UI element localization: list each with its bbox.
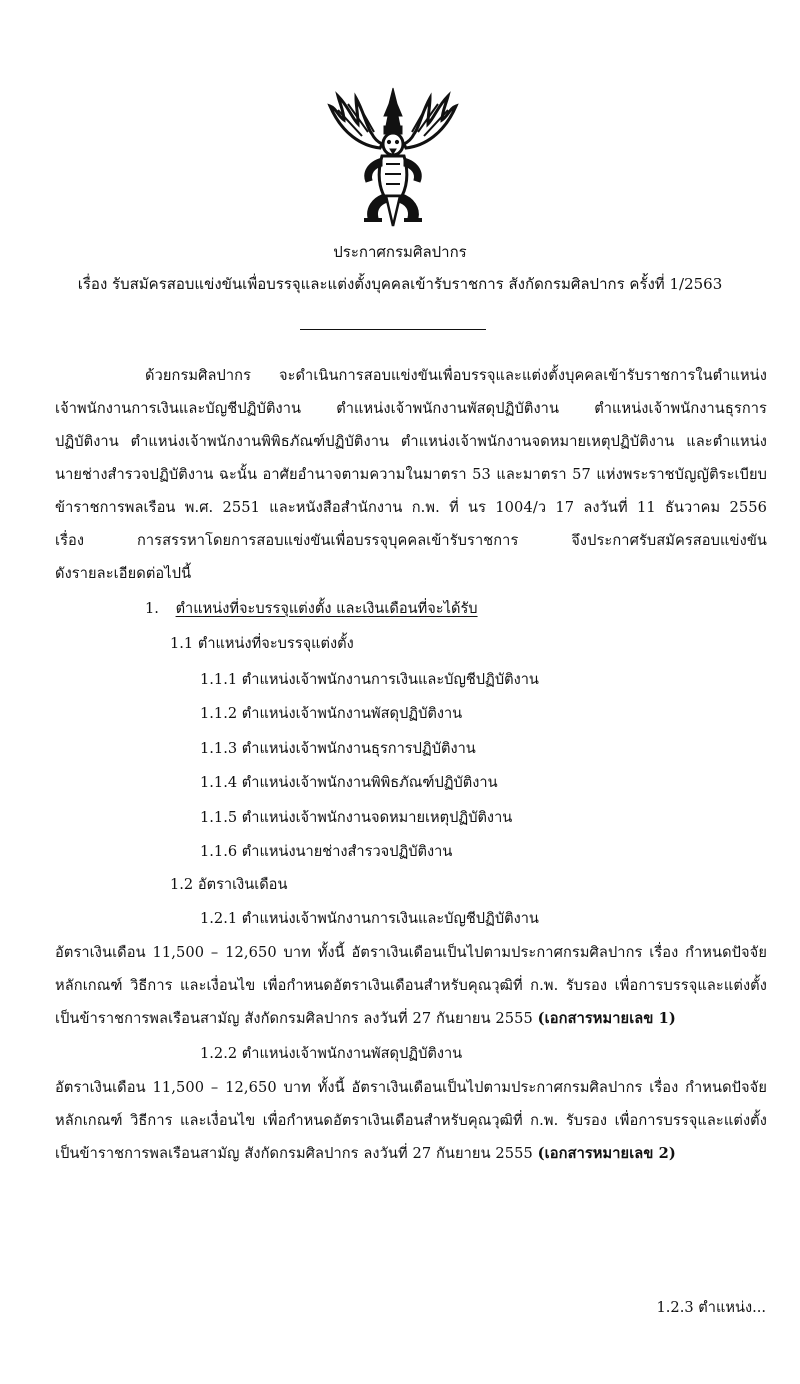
- intro-line-7: ดังรายละเอียดต่อไปนี้: [55, 565, 192, 582]
- salary-1-2-1-line-1: อัตราเงินเดือน 11,500 – 12,650 บาท ทั้งนี้ อัตราเงินเดือนเป็นไปตามประกาศกรมศิลปากร เรื่อง กำหนดปัจจัย: [55, 944, 767, 961]
- garuda-emblem-icon: [322, 86, 464, 228]
- salary-1-2-1-line-3: [55, 1007, 767, 1030]
- announcement-heading: ประกาศกรมศิลปากร: [333, 243, 467, 261]
- continuation-note: 1.2.3 ตำแหน่ง...: [656, 1299, 766, 1316]
- position-item-1-1-4: 1.1.4 ตำแหน่งเจ้าพนักงานพิพิธภัณฑ์ปฏิบัติงาน: [200, 774, 498, 791]
- salary-1-2-2-line-1: อัตราเงินเดือน 11,500 – 12,650 บาท ทั้งนี้ อัตราเงินเดือนเป็นไปตามประกาศกรมศิลปากร เรื่อง กำหนดปัจจัย: [55, 1079, 767, 1096]
- title-divider: [300, 329, 486, 330]
- section-1-1-heading: 1.1 ตำแหน่งที่จะบรรจุแต่งตั้ง: [170, 635, 354, 652]
- intro-line-2: เจ้าพนักงานการเงินและบัญชีปฏิบัติงาน ตำแหน่งเจ้าพนักงานพัสดุปฏิบัติงาน ตำแหน่งเจ้าพนักงานธุรการ: [55, 400, 767, 417]
- doc-ref-1: (เอกสารหมายเลข 1): [537, 1010, 676, 1027]
- announcement-subject: เรื่อง รับสมัครสอบแข่งขันเพื่อบรรจุและแต่งตั้งบุคคลเข้ารับราชการ สังกัดกรมศิลปากร ครั้งที่ 1/2563: [77, 275, 723, 293]
- position-item-1-1-5: 1.1.5 ตำแหน่งเจ้าพนักงานจดหมายเหตุปฏิบัติงาน: [200, 809, 513, 826]
- salary-1-2-1-line-2: หลักเกณฑ์ วิธีการ และเงื่อนไข เพื่อกำหนดอัตราเงินเดือนสำหรับคุณวุฒิที่ ก.พ. รับรอง เพื่อการบรรจุและแต่งตั้ง: [55, 977, 767, 994]
- salary-1-2-1-title: 1.2.1 ตำแหน่งเจ้าพนักงานการเงินและบัญชีปฏิบัติงาน: [200, 910, 539, 927]
- salary-1-2-2-line-2: หลักเกณฑ์ วิธีการ และเงื่อนไข เพื่อกำหนดอัตราเงินเดือนสำหรับคุณวุฒิที่ ก.พ. รับรอง เพื่อการบรรจุและแต่งตั้ง: [55, 1112, 767, 1129]
- doc-ref-2: (เอกสารหมายเลข 2): [537, 1145, 676, 1162]
- salary-1-2-1-line-3-text: เป็นข้าราชการพลเรือนสามัญ สังกัดกรมศิลปากร ลงวันที่ 27 กันยายน 2555: [55, 1010, 538, 1027]
- salary-1-2-2-line-3: [55, 1142, 767, 1165]
- salary-1-2-2-title: 1.2.2 ตำแหน่งเจ้าพนักงานพัสดุปฏิบัติงาน: [200, 1045, 463, 1062]
- section-1-number: 1.: [145, 600, 159, 617]
- intro-line-3: ปฏิบัติงาน ตำแหน่งเจ้าพนักงานพิพิธภัณฑ์ปฏิบัติงาน ตำแหน่งเจ้าพนักงานจดหมายเหตุปฏิบัติงาน และตำแหน่ง: [55, 433, 767, 450]
- salary-1-2-2-line-3-text: เป็นข้าราชการพลเรือนสามัญ สังกัดกรมศิลปากร ลงวันที่ 27 กันยายน 2555: [55, 1145, 538, 1162]
- intro-line-6: เรื่อง การสรรหาโดยการสอบแข่งขันเพื่อบรรจุบุคคลเข้ารับราชการ จึงประกาศรับสมัครสอบแข่งขัน: [55, 532, 767, 549]
- section-1-heading: [145, 597, 478, 620]
- intro-line-4: นายช่างสำรวจปฏิบัติงาน ฉะนั้น อาศัยอำนาจตามความในมาตรา 53 และมาตรา 57 แห่งพระราชบัญญัติระเบียบ: [55, 466, 767, 483]
- position-item-1-1-1: 1.1.1 ตำแหน่งเจ้าพนักงานการเงินและบัญชีปฏิบัติงาน: [200, 671, 539, 688]
- position-item-1-1-6: 1.1.6 ตำแหน่งนายช่างสำรวจปฏิบัติงาน: [200, 843, 453, 860]
- section-1-2-heading: 1.2 อัตราเงินเดือน: [170, 876, 288, 893]
- intro-line-1: ด้วยกรมศิลปากร จะดำเนินการสอบแข่งขันเพื่อบรรจุและแต่งตั้งบุคคลเข้ารับราชการในตำแหน่ง: [145, 367, 767, 384]
- intro-line-5: ข้าราชการพลเรือน พ.ศ. 2551 และหนังสือสำนักงาน ก.พ. ที่ นร 1004/ว 17 ลงวันที่ 11 ธันวาคม 2556: [55, 499, 767, 516]
- position-item-1-1-2: 1.1.2 ตำแหน่งเจ้าพนักงานพัสดุปฏิบัติงาน: [200, 705, 463, 722]
- position-item-1-1-3: 1.1.3 ตำแหน่งเจ้าพนักงานธุรการปฏิบัติงาน: [200, 740, 476, 757]
- section-1-title: ตำแหน่งที่จะบรรจุแต่งตั้ง และเงินเดือนที่จะได้รับ: [175, 600, 478, 617]
